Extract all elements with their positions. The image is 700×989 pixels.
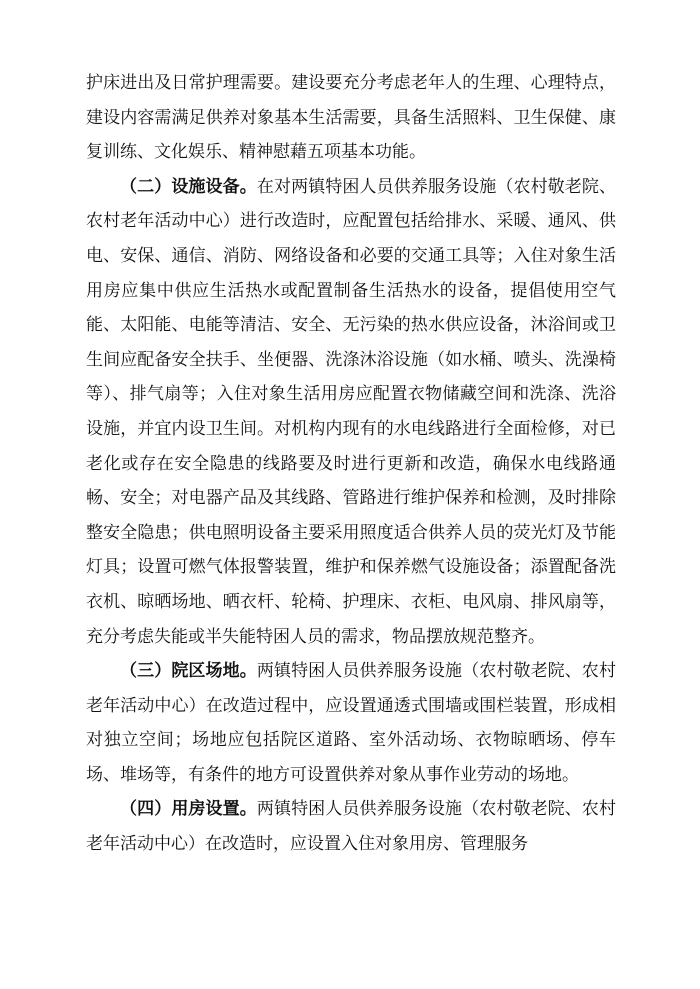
- section-heading: （四）用房设置。: [120, 799, 257, 820]
- section-heading: （三）院区场地。: [120, 661, 257, 682]
- paragraph-text: 在对两镇特困人员供养服务设施（农村敬老院、农村老年活动中心）进行改造时，应配置包括给排水、采暖、通风、供电、安保、通信、消防、网络设备和必要的交通工具等；入住对象生活用房应集中供应生活热水或配置制备生活热水的设备，提倡使用空气能、太阳能、电能等清洁、安全、无污染的热水供应设备，沐浴间或卫生间应配备安全扶手、坐便器、洗涤沐浴设施（如水桶、喷头、洗澡椅等）、排气扇等；入住对象生活用房应配置衣物储藏空间和洗涤、洗浴设施，并宜内设卫生间。对机构内现有的水电线路进行全面检修，对已老化或存在安全隐患的线路要及时进行更新和改造，确保水电线路通畅、安全；对电器产品及其线路、管路进行维护保养和检测，及时排除整安全隐患；供电照明设备主要采用照度适合供养人员的荧光灯及节能灯具；设置可燃气体报警装置，维护和保养燃气设施设备；添置配备洗衣机、晾晒场地、晒衣杆、轮椅、护理床、衣柜、电风扇、排风扇等，充分考虑失能或半失能特困人员的需求，物品摆放规范整齐。: [86, 176, 617, 647]
- paragraph-text: 护床进出及日常护理需要。建设要充分考虑老年人的生理、心理特点，建设内容需满足供养对象基本生活需要，具备生活照料、卫生保健、康复训练、文化娱乐、精神慰藉五项基本功能。: [86, 73, 616, 163]
- paragraph-facilities-equipment: [86, 170, 616, 654]
- paragraph-room-setup: [86, 792, 616, 861]
- paragraph-courtyard-site: [86, 654, 616, 792]
- paragraph-text: 两镇特困人员供养服务设施（农村敬老院、农村老年活动中心）在改造过程中，应设置通透式围墙或围栏装置，形成相对独立空间；场地应包括院区道路、室外活动场、衣物晾晒场、停车场、堆场等，有条件的地方可设置供养对象从事作业劳动的场地。: [86, 661, 617, 785]
- paragraph-continuation: [86, 66, 616, 170]
- section-heading: （二）设施设备。: [120, 176, 257, 197]
- document-body: [86, 66, 616, 862]
- paragraph-text: 两镇特困人员供养服务设施（农村敬老院、农村老年活动中心）在改造时，应设置入住对象用房、管理服务: [86, 799, 617, 855]
